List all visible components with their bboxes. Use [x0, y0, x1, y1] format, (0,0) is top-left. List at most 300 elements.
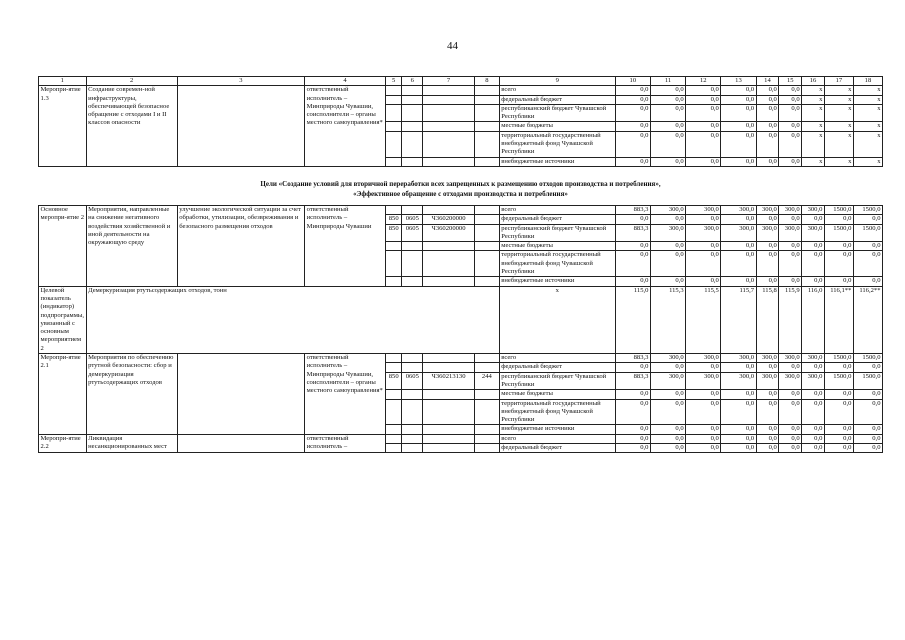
value-cell: 0,0 — [615, 251, 650, 277]
value-cell: 0,0 — [824, 443, 853, 452]
indicator-name: Демеркуризация ртутьсодержащих отходов, тонн — [86, 286, 499, 353]
code-expense — [474, 277, 499, 286]
value-cell: 0,0 — [650, 251, 685, 277]
value-cell: 300,0 — [779, 354, 802, 363]
table-cell — [402, 122, 423, 131]
value-cell: 0,0 — [686, 104, 721, 122]
event-goal — [177, 434, 304, 453]
value-cell: 1500,0 — [853, 224, 882, 242]
code-grbs: 850 — [385, 224, 402, 242]
value-cell: 0,0 — [853, 399, 882, 425]
column-header: 10 — [615, 77, 650, 86]
value-cell: 0,0 — [756, 399, 779, 425]
value-cell: х — [802, 122, 825, 131]
value-cell: 0,0 — [721, 251, 756, 277]
funding-source: федеральный бюджет — [499, 95, 615, 104]
value-cell: 0,0 — [824, 390, 853, 399]
value-cell: 0,0 — [615, 277, 650, 286]
code-expense — [474, 354, 499, 363]
table-cell — [402, 86, 423, 95]
value-cell: 0,0 — [721, 390, 756, 399]
code-target: Ч360200000 — [423, 224, 475, 242]
value-cell: 0,0 — [721, 215, 756, 224]
value-cell: 0,0 — [779, 215, 802, 224]
code-grbs — [385, 205, 402, 214]
table-cell — [385, 122, 402, 131]
code-grbs — [385, 277, 402, 286]
table-cell — [385, 86, 402, 95]
value-cell: 0,0 — [615, 157, 650, 166]
value-cell: 300,0 — [650, 372, 685, 390]
value-cell: 0,0 — [650, 390, 685, 399]
event-executor: ответственный исполнитель – — [305, 434, 386, 453]
funding-source: местные бюджеты — [499, 122, 615, 131]
value-cell: х — [853, 122, 882, 131]
goal-heading-line1: Цели «Создание условий для вторичной переработки всех запрещенных к размещению отходов производства и потребления», — [260, 179, 661, 188]
program-table — [38, 76, 883, 453]
value-cell: 0,0 — [650, 122, 685, 131]
value-cell: 116,2** — [853, 286, 882, 353]
funding-source: территориальный государственный внебюджетный фонд Чувашской Республики — [499, 131, 615, 157]
table-cell — [385, 104, 402, 122]
value-cell: 0,0 — [686, 131, 721, 157]
funding-source: всего — [499, 354, 615, 363]
code-expense — [474, 390, 499, 399]
funding-source: федеральный бюджет — [499, 363, 615, 372]
value-cell: 0,0 — [756, 425, 779, 434]
block3-row — [39, 354, 883, 363]
column-header: 12 — [686, 77, 721, 86]
value-cell: 0,0 — [650, 363, 685, 372]
table-cell — [402, 443, 423, 452]
code-grbs — [385, 399, 402, 425]
table-cell — [474, 104, 499, 122]
value-cell: 0,0 — [756, 434, 779, 443]
value-cell: 0,0 — [615, 86, 650, 95]
value-cell: 115,5 — [686, 286, 721, 353]
value-cell: 0,0 — [802, 434, 825, 443]
column-header: 1 — [39, 77, 87, 86]
value-cell: 0,0 — [686, 86, 721, 95]
value-cell: х — [802, 104, 825, 122]
funding-source: местные бюджеты — [499, 242, 615, 251]
value-cell: 0,0 — [721, 131, 756, 157]
value-cell: 0,0 — [802, 363, 825, 372]
value-cell: 0,0 — [650, 131, 685, 157]
value-cell: 300,0 — [650, 354, 685, 363]
value-cell: 0,0 — [853, 242, 882, 251]
code-target — [423, 363, 475, 372]
value-cell: 115,8 — [756, 286, 779, 353]
value-cell: 0,0 — [824, 363, 853, 372]
value-cell: 0,0 — [721, 104, 756, 122]
value-cell: 300,0 — [802, 224, 825, 242]
value-cell: 1500,0 — [853, 205, 882, 214]
value-cell: 0,0 — [650, 157, 685, 166]
value-cell: х — [824, 95, 853, 104]
value-cell: 1500,0 — [824, 205, 853, 214]
page-number: 44 — [447, 40, 458, 52]
value-cell: 0,0 — [686, 122, 721, 131]
funding-source: местные бюджеты — [499, 390, 615, 399]
value-cell: 0,0 — [721, 363, 756, 372]
event-goal: улучшение экологической ситуации за счет обработки, утилизации, обезвреживания и безопасного размещения отходов — [177, 205, 304, 286]
code-grbs — [385, 425, 402, 434]
event-name: Создание современ-ной инфраструктуры, обеспечивающей безопасное обращение с отходами I и II классов опасности — [86, 86, 177, 167]
value-cell: 115,7 — [721, 286, 756, 353]
value-cell: 0,0 — [779, 443, 802, 452]
table-cell — [423, 86, 475, 95]
value-cell: 0,0 — [650, 95, 685, 104]
goal-heading-line2: «Эффективное обращение с отходами производства и потребления» — [353, 189, 568, 198]
value-cell: 115,3 — [650, 286, 685, 353]
value-cell: 0,0 — [779, 277, 802, 286]
value-cell: 300,0 — [756, 354, 779, 363]
value-cell: х — [824, 104, 853, 122]
value-cell: 0,0 — [686, 215, 721, 224]
table-cell — [474, 131, 499, 157]
value-cell: 0,0 — [824, 215, 853, 224]
value-cell: 0,0 — [686, 251, 721, 277]
value-cell: 300,0 — [650, 224, 685, 242]
block4-row — [39, 434, 883, 443]
code-grbs — [385, 390, 402, 399]
value-cell: 0,0 — [721, 122, 756, 131]
code-target: Ч360200000 — [423, 215, 475, 224]
value-cell: 0,0 — [615, 131, 650, 157]
column-header: 5 — [385, 77, 402, 86]
header-row — [39, 77, 883, 86]
code-section — [402, 363, 423, 372]
value-cell: 0,0 — [721, 277, 756, 286]
event-executor: ответственный исполнитель – Минприроды Чувашии, соисполнители – органы местного самоуправления* — [305, 86, 386, 167]
table-cell — [385, 131, 402, 157]
block2-row — [39, 205, 883, 214]
event-executor: ответственный исполнитель – Минприроды Чувашии, соисполнители – органы местного самоуправления* — [305, 354, 386, 435]
value-cell: 0,0 — [615, 390, 650, 399]
code-section: 0605 — [402, 372, 423, 390]
value-cell: 115,0 — [615, 286, 650, 353]
value-cell: х — [802, 131, 825, 157]
table-cell — [385, 434, 402, 443]
value-cell: 0,0 — [756, 122, 779, 131]
value-cell: 0,0 — [686, 157, 721, 166]
value-cell: 0,0 — [779, 242, 802, 251]
value-cell: 883,3 — [615, 224, 650, 242]
code-target — [423, 277, 475, 286]
value-cell: 300,0 — [686, 372, 721, 390]
value-cell: 0,0 — [650, 104, 685, 122]
column-header: 2 — [86, 77, 177, 86]
value-cell: 0,0 — [802, 399, 825, 425]
indicator-code: Целевой показатель (индикатор) подпрограммы, увязанный с основным мероприятием 2 — [39, 286, 87, 353]
value-cell: 300,0 — [802, 205, 825, 214]
value-cell: 1500,0 — [824, 372, 853, 390]
value-cell: 300,0 — [686, 224, 721, 242]
column-header: 15 — [779, 77, 802, 86]
table-body — [39, 77, 883, 453]
code-section — [402, 251, 423, 277]
column-header: 14 — [756, 77, 779, 86]
value-cell: 0,0 — [615, 242, 650, 251]
table-cell — [385, 95, 402, 104]
value-cell: 300,0 — [779, 372, 802, 390]
value-cell: х — [824, 157, 853, 166]
value-cell: 116,0 — [802, 286, 825, 353]
spacer-row — [39, 166, 883, 177]
value-cell: 0,0 — [650, 399, 685, 425]
value-cell: 883,3 — [615, 205, 650, 214]
value-cell: 0,0 — [615, 399, 650, 425]
value-cell: 0,0 — [615, 425, 650, 434]
event-code: Меропри-ятие 2.1 — [39, 354, 87, 435]
column-header: 8 — [474, 77, 499, 86]
funding-source: территориальный государственный внебюджетный фонд Чувашской Республики — [499, 251, 615, 277]
value-cell: 0,0 — [756, 95, 779, 104]
table-cell — [423, 443, 475, 452]
value-cell: 0,0 — [802, 390, 825, 399]
value-cell: 0,0 — [615, 363, 650, 372]
value-cell: 0,0 — [615, 434, 650, 443]
column-header: 7 — [423, 77, 475, 86]
code-grbs — [385, 242, 402, 251]
table-cell — [402, 434, 423, 443]
value-cell: 0,0 — [721, 157, 756, 166]
code-expense — [474, 215, 499, 224]
value-cell: 0,0 — [650, 86, 685, 95]
funding-source: территориальный государственный внебюджетный фонд Чувашской Республики — [499, 399, 615, 425]
value-cell: 0,0 — [824, 399, 853, 425]
value-cell: 0,0 — [779, 122, 802, 131]
value-cell: 0,0 — [615, 104, 650, 122]
funding-source: республиканский бюджет Чувашской Республики — [499, 372, 615, 390]
value-cell: 0,0 — [853, 251, 882, 277]
value-cell: 1500,0 — [824, 354, 853, 363]
value-cell: 300,0 — [802, 372, 825, 390]
value-cell: х — [824, 131, 853, 157]
value-cell: 0,0 — [779, 157, 802, 166]
value-cell: 300,0 — [721, 354, 756, 363]
value-cell: 0,0 — [615, 95, 650, 104]
value-cell: 0,0 — [853, 363, 882, 372]
indicator-row — [39, 286, 883, 353]
value-cell: 300,0 — [721, 205, 756, 214]
code-expense — [474, 224, 499, 242]
value-cell: 0,0 — [779, 425, 802, 434]
value-cell: 0,0 — [824, 434, 853, 443]
value-cell: 0,0 — [779, 363, 802, 372]
value-cell: 0,0 — [824, 277, 853, 286]
value-cell: 0,0 — [615, 215, 650, 224]
value-cell: 883,3 — [615, 372, 650, 390]
value-cell: 0,0 — [650, 443, 685, 452]
value-cell: х — [853, 86, 882, 95]
value-cell: 0,0 — [779, 131, 802, 157]
value-cell: х — [853, 95, 882, 104]
code-expense — [474, 425, 499, 434]
table-cell — [474, 443, 499, 452]
value-cell: 0,0 — [802, 242, 825, 251]
code-target — [423, 390, 475, 399]
value-cell: 0,0 — [686, 363, 721, 372]
table-cell — [423, 157, 475, 166]
value-cell: 300,0 — [721, 224, 756, 242]
table-cell — [402, 157, 423, 166]
code-grbs: 850 — [385, 372, 402, 390]
table-cell — [402, 131, 423, 157]
table-cell — [423, 131, 475, 157]
value-cell: 0,0 — [853, 425, 882, 434]
value-cell: 0,0 — [721, 425, 756, 434]
code-expense — [474, 399, 499, 425]
value-cell: 0,0 — [853, 277, 882, 286]
value-cell: х — [824, 122, 853, 131]
goal-heading-row — [39, 189, 883, 206]
code-target — [423, 354, 475, 363]
value-cell: 0,0 — [756, 104, 779, 122]
value-cell: 0,0 — [779, 399, 802, 425]
value-cell: 0,0 — [853, 434, 882, 443]
value-cell: 0,0 — [824, 425, 853, 434]
value-cell: 0,0 — [779, 86, 802, 95]
value-cell: 0,0 — [756, 277, 779, 286]
value-cell: 0,0 — [802, 425, 825, 434]
value-cell: 0,0 — [756, 131, 779, 157]
code-section — [402, 425, 423, 434]
table-cell — [474, 122, 499, 131]
code-target: Ч360213130 — [423, 372, 475, 390]
funding-source: всего — [499, 205, 615, 214]
value-cell: 0,0 — [802, 277, 825, 286]
value-cell: 883,3 — [615, 354, 650, 363]
value-cell: 0,0 — [686, 399, 721, 425]
funding-source: всего — [499, 434, 615, 443]
value-cell: 1500,0 — [824, 224, 853, 242]
event-code: Основное меропри-ятие 2 — [39, 205, 87, 286]
value-cell: 0,0 — [686, 443, 721, 452]
goal-heading-row — [39, 177, 883, 189]
value-cell: 300,0 — [650, 205, 685, 214]
value-cell: 0,0 — [802, 215, 825, 224]
funding-source: республиканский бюджет Чувашской Республики — [499, 104, 615, 122]
funding-source: федеральный бюджет — [499, 443, 615, 452]
value-cell: 0,0 — [802, 443, 825, 452]
column-header: 6 — [402, 77, 423, 86]
event-code: Меропри-ятие 1.3 — [39, 86, 87, 167]
funding-source: федеральный бюджет — [499, 215, 615, 224]
table-cell — [474, 95, 499, 104]
value-cell: 0,0 — [824, 242, 853, 251]
event-name: Ликвидация несанкционированных мест — [86, 434, 177, 453]
column-header: 18 — [853, 77, 882, 86]
value-cell: 0,0 — [779, 390, 802, 399]
code-expense — [474, 251, 499, 277]
funding-source: внебюджетные источники — [499, 277, 615, 286]
value-cell: 1500,0 — [853, 354, 882, 363]
event-code: Меропри-ятие 2.2 — [39, 434, 87, 453]
value-cell: х — [824, 86, 853, 95]
code-grbs — [385, 354, 402, 363]
event-executor: ответственный исполнитель – Минприроды Чувашии — [305, 205, 386, 286]
value-cell: 0,0 — [756, 443, 779, 452]
code-grbs — [385, 363, 402, 372]
value-cell: 0,0 — [650, 277, 685, 286]
value-cell: 0,0 — [756, 242, 779, 251]
value-cell: 0,0 — [686, 277, 721, 286]
value-cell: 0,0 — [721, 443, 756, 452]
value-cell: 0,0 — [650, 242, 685, 251]
code-target — [423, 425, 475, 434]
column-header: 11 — [650, 77, 685, 86]
value-cell: 300,0 — [802, 354, 825, 363]
value-cell: х — [802, 86, 825, 95]
table-cell — [474, 157, 499, 166]
event-goal — [177, 86, 304, 167]
column-header: 3 — [177, 77, 304, 86]
code-expense — [474, 205, 499, 214]
table-cell — [474, 434, 499, 443]
value-cell: 115,9 — [779, 286, 802, 353]
value-cell: 0,0 — [779, 251, 802, 277]
code-expense — [474, 242, 499, 251]
value-cell: 0,0 — [686, 390, 721, 399]
value-cell: 0,0 — [721, 399, 756, 425]
value-cell: 0,0 — [721, 242, 756, 251]
value-cell: 0,0 — [802, 251, 825, 277]
value-cell: х — [853, 157, 882, 166]
column-header: 17 — [824, 77, 853, 86]
code-target — [423, 399, 475, 425]
table-cell — [423, 122, 475, 131]
event-name: Мероприятия, направленные на снижение негативного воздействия хозяйственной и иной деятельности на окружающую среду — [86, 205, 177, 286]
value-cell: 300,0 — [779, 224, 802, 242]
value-cell: 0,0 — [650, 215, 685, 224]
code-expense: 244 — [474, 372, 499, 390]
code-expense — [474, 363, 499, 372]
value-cell: х — [853, 131, 882, 157]
value-cell: 300,0 — [756, 205, 779, 214]
funding-source: всего — [499, 86, 615, 95]
value-cell: 0,0 — [686, 434, 721, 443]
value-cell: 0,0 — [686, 425, 721, 434]
value-cell: 1500,0 — [853, 372, 882, 390]
table-cell — [402, 95, 423, 104]
value-cell: 0,0 — [721, 86, 756, 95]
value-cell: 0,0 — [756, 215, 779, 224]
value-cell: 300,0 — [686, 205, 721, 214]
code-grbs — [385, 251, 402, 277]
code-target — [423, 242, 475, 251]
value-cell: 0,0 — [721, 434, 756, 443]
value-cell: х — [802, 157, 825, 166]
value-cell: 0,0 — [824, 251, 853, 277]
code-section — [402, 354, 423, 363]
value-cell: 116,1** — [824, 286, 853, 353]
indicator-source: х — [499, 286, 615, 353]
table-cell — [423, 104, 475, 122]
value-cell: 0,0 — [686, 242, 721, 251]
column-header: 9 — [499, 77, 615, 86]
code-section — [402, 205, 423, 214]
code-section — [402, 277, 423, 286]
value-cell: 0,0 — [779, 95, 802, 104]
table-cell — [402, 104, 423, 122]
code-target — [423, 251, 475, 277]
value-cell: 300,0 — [686, 354, 721, 363]
code-target — [423, 205, 475, 214]
value-cell: 300,0 — [756, 224, 779, 242]
value-cell: 0,0 — [853, 443, 882, 452]
